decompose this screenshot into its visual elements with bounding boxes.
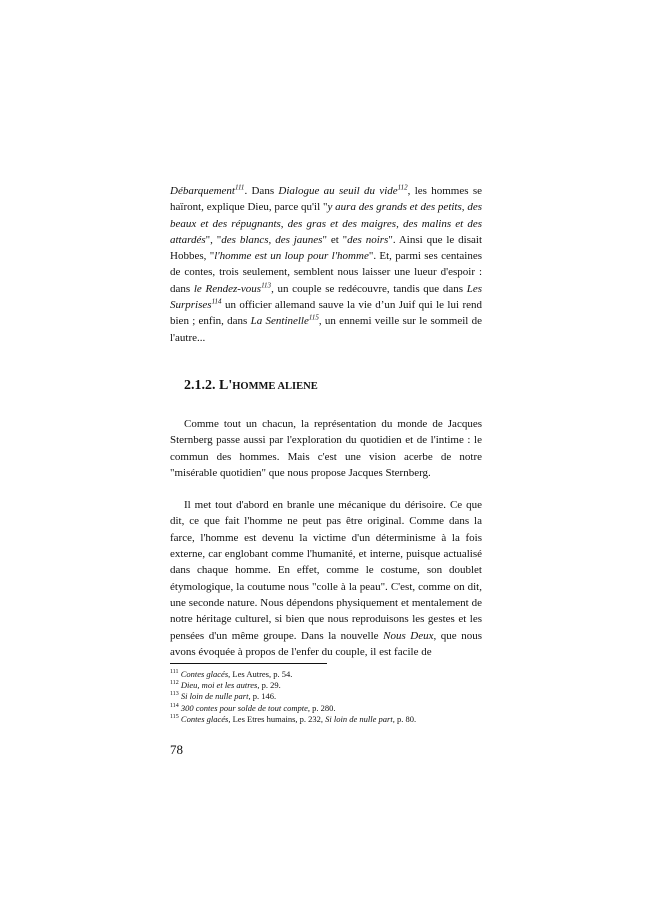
footnote-detail: , p. 280. [307,702,336,713]
text-run: ". Et, parmi ses centaines de contes, trois seulement, semblent nous laisser une lueur d'espoir : dans [170,250,482,295]
paragraph-2: Comme tout un chacun, la représentation du monde de Jacques Sternberg passe aussi par l'exploration du quotidien et de l'intime : le commun des hommes. Mais c'est une vision acerbe de notre "misérable quotidien" que nous propose Jacques Sternberg. [170,417,482,479]
text-run: un officier allemand sauve la vie d’un Juif qui le lui rend bien ; enfin, dans [170,299,482,328]
section-heading [184,378,482,394]
paragraph-1 [170,183,482,346]
footnote-detail: , p. 146. [248,691,277,702]
text-run: ". Ainsi que le disait Hobbes, " [170,233,483,263]
text-run: Il met tout d'abord en branle une mécanique du dérisoire. Ce que dit, ce que fait l'homme ne peut pas être original. Comme dans la farce, l'homme est devenu la victime d'un déterminisme à la fois externe, car englobant comme l'humanité, et interne, puisque actualisé dans chaque homme. En effet, comme le costume, son doublet étymologique, la coutume nous "colle à la peau". C'est, comme on dit, une seconde nature. Nous dépendons physiquement et mentalement de notre héritage culturel, si bien que nous reproduisons les gestes et les pensées d'un même groupe. Dans la nouvelle [170,499,482,642]
footnotes [170,663,482,725]
text-run: . Dans [244,185,279,197]
footnote-115 [170,714,482,725]
footnote-detail: , Les Etres humains, p. 232, [228,713,326,724]
section-title: HOMME ALIENE [232,380,318,392]
footnote-ref[interactable]: 115 [308,313,319,322]
quotation: des blancs, des jaunes [221,233,323,246]
text-run: , un couple se redécouvre, tandis que dans [271,282,467,295]
paragraph-3 [170,497,482,660]
footnote-number: 113 [170,691,179,698]
footnote-112 [170,680,482,691]
work-title: Nous Deux [383,629,434,642]
footnote-separator [170,663,327,664]
footnote-title: Si loin de nulle part [180,691,249,702]
quotation: des noirs [347,233,389,246]
text-run: , un ennemi veille sur le sommeil de l'autre... [170,315,482,344]
footnote-detail: , p. 29. [257,680,281,691]
footnote-ref[interactable]: 113 [261,281,272,290]
footnote-title: Contes glacés [180,669,229,679]
footnote-number: 114 [170,702,179,709]
footnote-113 [170,691,482,702]
text-run: , que nous avons évoquée à propos de l'enfer du couple, il est facile de [170,629,482,658]
footnote-detail: , Les Autres, p. 54. [228,669,293,679]
work-title: Débarquement [170,185,235,197]
footnote-number: 112 [170,680,179,687]
footnote-number: 115 [170,713,179,720]
work-title: La Sentinelle [250,315,309,328]
work-title: le Rendez-vous [193,282,262,295]
footnote-title: Dieu, moi et les autres [180,680,258,691]
footnote-title: Contes glacés [180,713,229,724]
page-number: 78 [170,742,183,757]
text-run: ", " [205,233,222,246]
section-number: 2.1.2. L' [184,377,233,393]
text-run: " et " [322,233,348,246]
quotation: l'homme est un loup pour l'homme [214,250,369,263]
footnote-ref[interactable]: 114 [211,297,222,306]
work-title: Dialogue au seuil du vide [278,185,398,197]
footnote-ref[interactable]: 111 [234,183,245,192]
footnote-ref[interactable]: 112 [397,183,408,192]
text-run: , les hommes se haïront, explique Dieu, parce qu'il " [170,185,482,214]
page-body [170,183,482,660]
footnote-title: Si loin de nulle part [325,713,393,724]
footnote-111 [170,669,482,680]
quotation: y aura des grands et des petits, des beaux et des répugnants, des gras et des maigres, des malins et des attardés [170,201,483,246]
footnote-114 [170,703,482,714]
footnote-title: 300 contes pour solde de tout compte [180,702,308,713]
footnote-detail: , p. 80. [392,713,417,724]
footnote-number: 111 [170,669,179,676]
work-title: Les Surprises [170,282,482,312]
